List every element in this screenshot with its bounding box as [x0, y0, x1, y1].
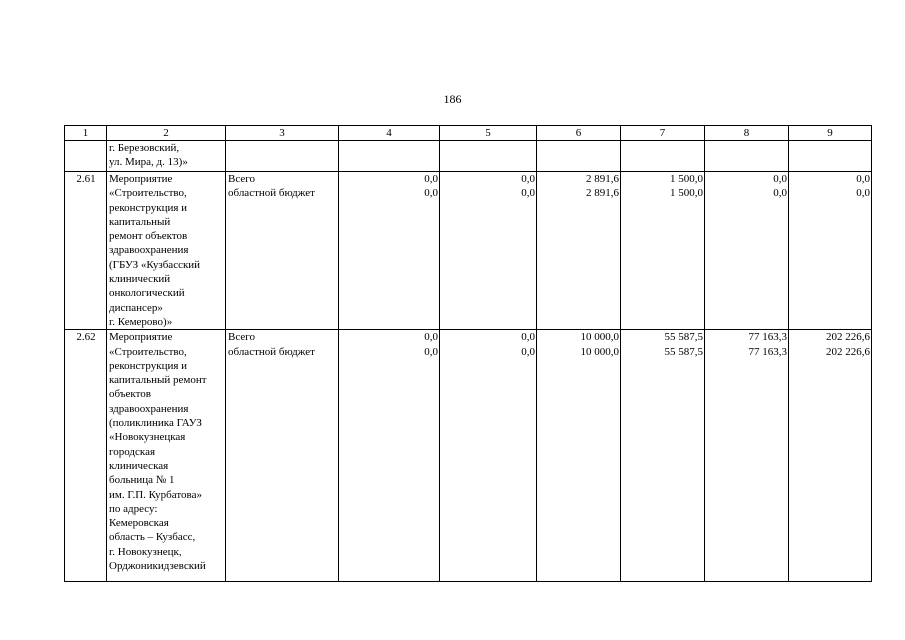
funding-source-total: Всего: [228, 173, 255, 185]
value-total: 0,0: [424, 331, 438, 344]
value-total: 1 500,0: [670, 173, 703, 185]
value-total: 10 000,0: [580, 331, 619, 344]
measure-description: Мероприятие «Строительство, реконструкция и капитальный ремонт объектов здравоохранения (поликлиника ГАУЗ «Новокузнецкая городская клиническая больница № 1 им. Г.П. Курбатова» по адресу: Кемеровская область – Кузбасс, г. Новокузнецк, Орджоникидзевский: [107, 330, 226, 582]
column-header: 7: [621, 126, 705, 141]
table-row-2-61: [65, 172, 872, 330]
column-header: 6: [537, 126, 621, 141]
value-total: 202 226,6: [826, 331, 870, 344]
budget-table: [64, 125, 872, 582]
column-header: 3: [226, 126, 339, 141]
value-regional: 2 891,6: [586, 187, 619, 200]
value-cell: [339, 330, 440, 582]
value-total: 0,0: [521, 331, 535, 344]
value-cell: [789, 172, 872, 330]
funding-source-total: Всего: [228, 331, 255, 344]
column-number-row: [65, 126, 872, 141]
value-cell: [440, 141, 537, 172]
value-total: 0,0: [856, 173, 870, 185]
value-cell: [705, 172, 789, 330]
column-header: 9: [789, 126, 872, 141]
value-cell: [537, 141, 621, 172]
value-regional: 0,0: [856, 187, 870, 200]
value-regional: 202 226,6: [826, 345, 870, 358]
value-cell: [440, 172, 537, 330]
value-cell: [537, 330, 621, 582]
value-regional: 0,0: [773, 187, 787, 200]
value-cell: [789, 141, 872, 172]
funding-source-cell: [226, 330, 339, 582]
value-total: 77 163,3: [748, 331, 787, 344]
value-regional: 0,0: [424, 345, 438, 358]
value-cell: [705, 330, 789, 582]
value-regional: 0,0: [424, 187, 438, 200]
value-regional: 1 500,0: [670, 187, 703, 200]
value-total: 55 587,5: [664, 331, 703, 344]
column-header: 8: [705, 126, 789, 141]
table-row-continuation: [65, 141, 872, 172]
value-cell: [789, 330, 872, 582]
column-header: 2: [107, 126, 226, 141]
value-regional: 10 000,0: [580, 345, 619, 358]
funding-source-cell: [226, 172, 339, 330]
value-cell: [339, 141, 440, 172]
value-regional: 0,0: [521, 345, 535, 358]
value-cell: [621, 141, 705, 172]
page-number: 186: [443, 92, 462, 106]
row-number: 2.62: [65, 330, 107, 582]
funding-source-regional: областной бюджет: [228, 187, 315, 200]
table-row-2-62: [65, 330, 872, 582]
column-header: 4: [339, 126, 440, 141]
value-cell: [537, 172, 621, 330]
value-cell: [705, 141, 789, 172]
value-total: 2 891,6: [586, 173, 619, 185]
value-regional: 55 587,5: [664, 345, 703, 358]
funding-source-cell: [226, 141, 339, 172]
value-cell: [621, 172, 705, 330]
funding-source-regional: областной бюджет: [228, 345, 315, 358]
value-cell: [621, 330, 705, 582]
row-number: 2.61: [65, 172, 107, 330]
value-total: 0,0: [424, 173, 438, 185]
value-regional: 0,0: [521, 187, 535, 200]
row-number: [65, 141, 107, 172]
value-cell: [339, 172, 440, 330]
measure-description: г. Березовский, ул. Мира, д. 13)»: [107, 141, 226, 172]
measure-description: Мероприятие «Строительство, реконструкция и капитальный ремонт объектов здравоохранения (ГБУЗ «Кузбасский клинический онкологический диспансер» г. Кемерово)»: [107, 172, 226, 330]
value-cell: [440, 330, 537, 582]
value-total: 0,0: [521, 173, 535, 185]
value-total: 0,0: [773, 173, 787, 185]
value-regional: 77 163,3: [748, 345, 787, 358]
column-header: 1: [65, 126, 107, 141]
column-header: 5: [440, 126, 537, 141]
